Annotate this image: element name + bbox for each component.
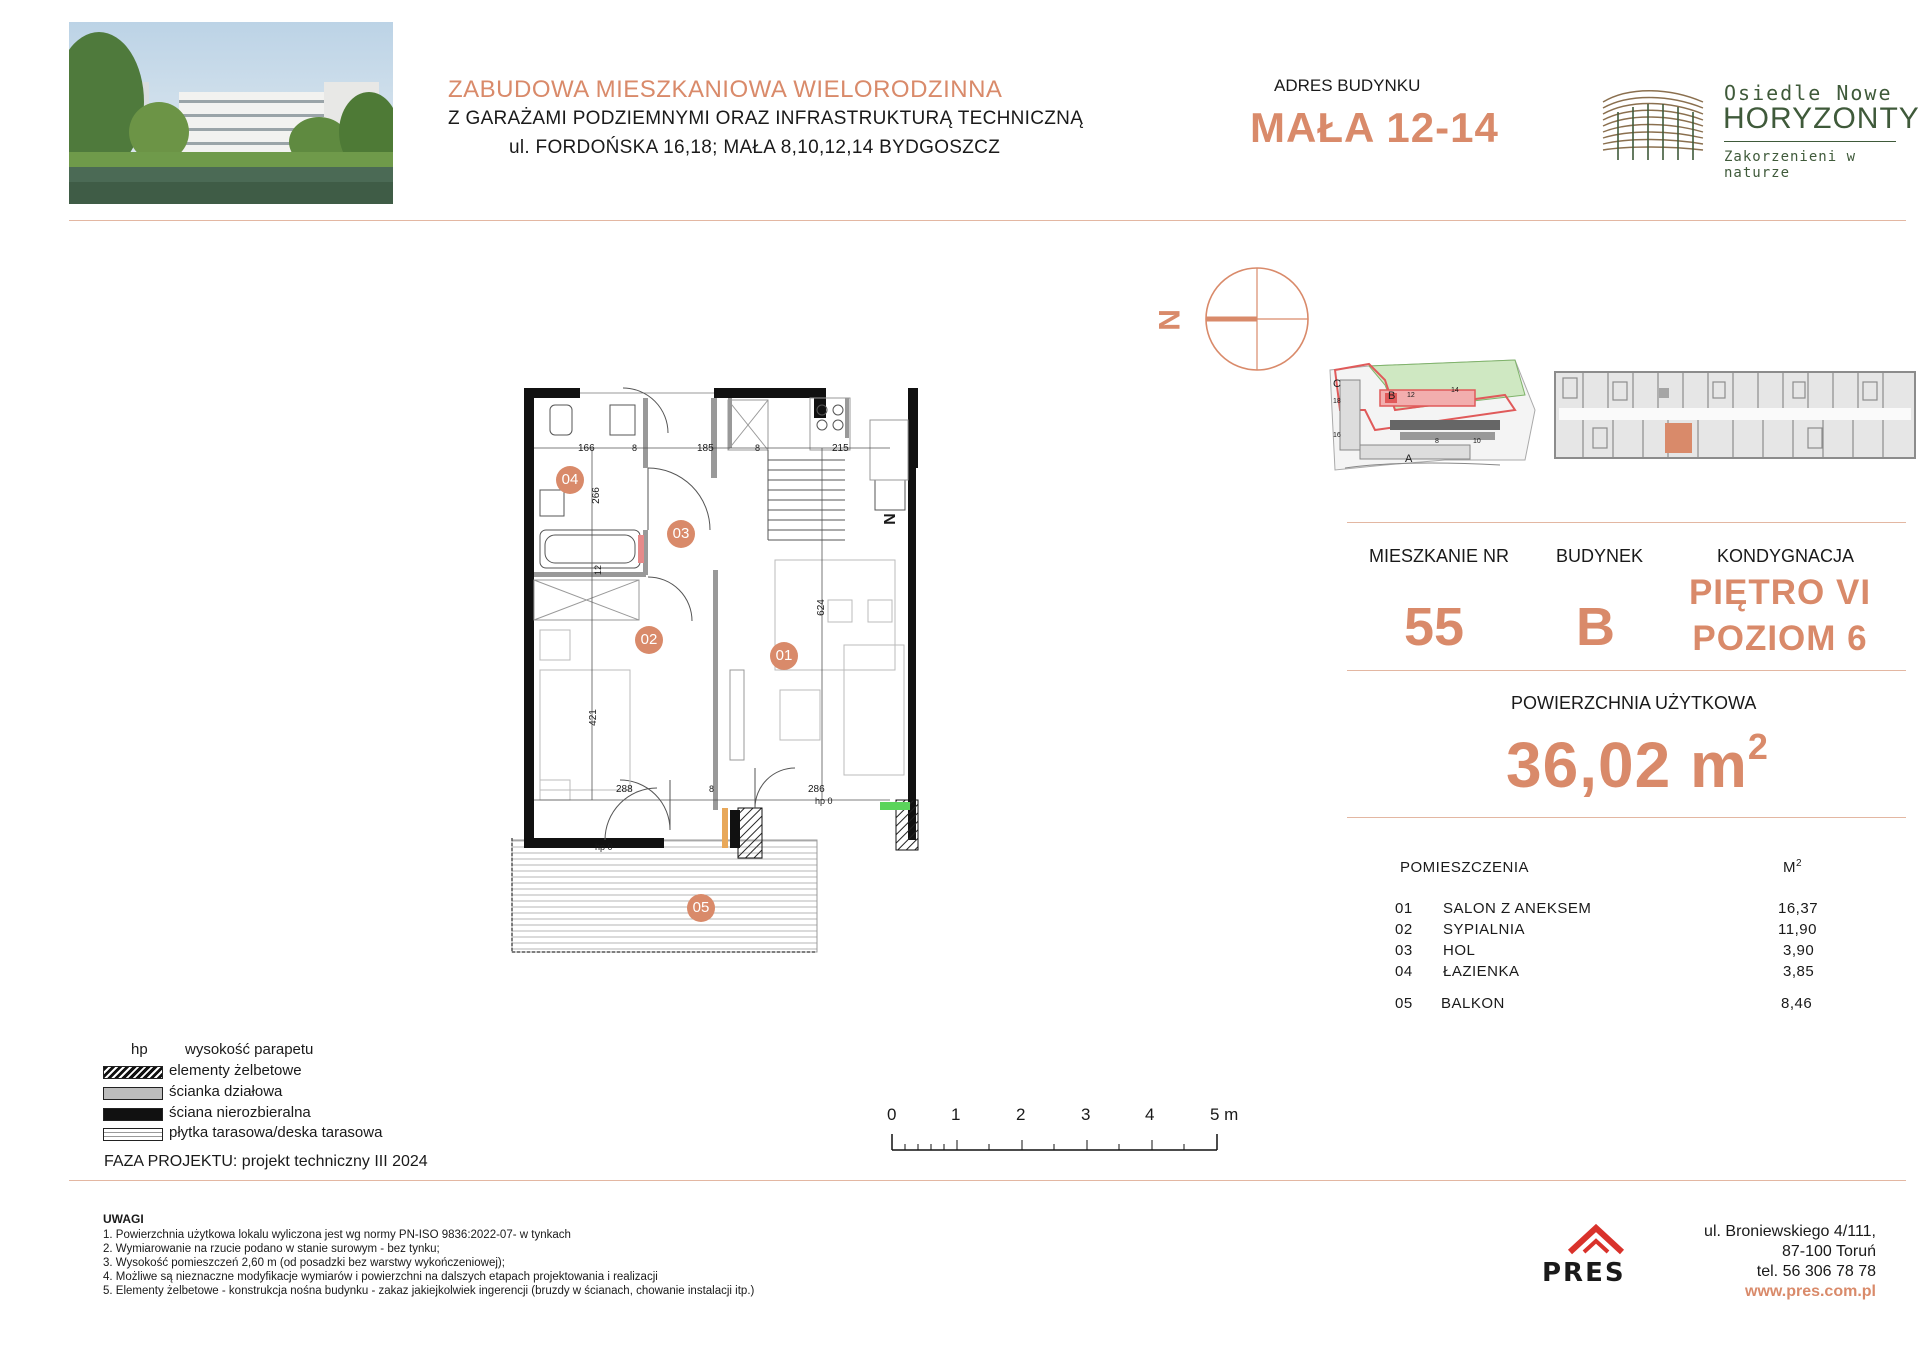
site-label-12: 12: [1407, 392, 1415, 399]
site-label-14: 14: [1451, 387, 1459, 394]
legend-swatch-reinforced: [103, 1066, 163, 1079]
floor-key-plan: [1553, 368, 1918, 464]
project-phase: FAZA PROJEKTU: projekt techniczny III 2024: [104, 1153, 428, 1170]
room-area: 11,90: [1778, 921, 1817, 938]
legend-item: płytka tarasowa/deska tarasowa: [169, 1124, 383, 1141]
area-label: POWIERZCHNIA UŻYTKOWA: [1511, 693, 1757, 713]
scale-bar: [880, 1100, 1240, 1160]
scale-label: 2: [1016, 1105, 1026, 1124]
contact-phone: tel. 56 306 78 78: [1756, 1263, 1876, 1280]
dim-label: 624: [815, 599, 827, 616]
room-area: 3,85: [1783, 963, 1815, 980]
legend-swatch-deck: [103, 1128, 163, 1141]
rooms-list: [1395, 900, 1835, 1020]
dim-label: 266: [590, 487, 602, 504]
building-photo: [69, 22, 393, 204]
room-row: [1395, 900, 1835, 920]
room-row: [1395, 995, 1835, 1015]
sill-height-label: hp 0: [595, 842, 613, 852]
info-divider-top: [1347, 522, 1906, 523]
floor-value: [1680, 570, 1880, 662]
dim-label: 421: [587, 709, 599, 726]
legend-item: ściana nierozbieralna: [169, 1104, 311, 1121]
dim-label: 215: [832, 443, 849, 454]
floor-label: KONDYGNACJA: [1717, 546, 1855, 566]
area-value: [1506, 725, 1769, 802]
site-label-18: 18: [1333, 398, 1341, 405]
project-address: ul. FORDOŃSKA 16,18; MAŁA 8,10,12,14 BYDGOSZCZ: [509, 137, 1001, 158]
plan-north-label: N: [879, 513, 897, 525]
scale-label: 3: [1081, 1105, 1091, 1124]
floor-value-line2: POZIOM 6: [1692, 619, 1868, 658]
dim-label: 8: [709, 784, 715, 794]
site-label-10: 10: [1473, 438, 1481, 445]
floor-plan: [510, 380, 940, 960]
room-name: ŁAZIENKA: [1443, 963, 1520, 980]
legend: [103, 1041, 503, 1181]
room-area: 16,37: [1778, 900, 1819, 917]
header-divider: [69, 220, 1906, 221]
room-area: 3,90: [1783, 942, 1815, 959]
building-address-label: ADRES BUDYNKU: [1274, 76, 1421, 95]
room-marker-01: 01: [770, 642, 798, 670]
room-no: 02: [1395, 921, 1413, 938]
room-name: HOL: [1443, 942, 1476, 959]
project-subtitle: Z GARAŻAMI PODZIEMNYMI ORAZ INFRASTRUKTURĄ TECHNICZNĄ: [448, 108, 1084, 129]
room-no: 04: [1395, 963, 1413, 980]
apartment-number-label: MIESZKANIE NR: [1369, 546, 1510, 566]
dim-label: 8: [755, 443, 761, 453]
horyzonty-logo-mark-icon: [1598, 82, 1708, 164]
area-unit-superscript: 2: [1747, 725, 1769, 767]
footer-divider: [69, 1180, 1906, 1181]
dim-label: 166: [578, 443, 595, 454]
legend-hp-key: hp: [131, 1041, 148, 1058]
legend-swatch-partition: [103, 1087, 163, 1100]
legend-item: elementy żelbetowe: [169, 1062, 302, 1079]
logo-divider: [1724, 141, 1896, 142]
room-marker-03: 03: [667, 520, 695, 548]
apartment-number: 55: [1404, 597, 1465, 657]
room-no: 05: [1395, 995, 1413, 1012]
dim-label: 286: [808, 784, 825, 795]
site-label-b: B: [1388, 390, 1396, 402]
legend-hp-desc: wysokość parapetu: [185, 1041, 314, 1058]
room-no: 01: [1395, 900, 1413, 917]
site-label-8: 8: [1435, 438, 1439, 445]
site-label-16: 16: [1333, 432, 1341, 439]
rooms-unit-text: M: [1783, 859, 1796, 876]
logo-text-line1: Osiedle Nowe: [1724, 81, 1893, 105]
dim-label: 288: [616, 784, 633, 795]
room-no: 03: [1395, 942, 1413, 959]
area-number: 36,02 m: [1506, 729, 1748, 801]
scale-label: 0: [887, 1105, 897, 1124]
compass-north-label: N: [1151, 309, 1185, 331]
site-label-a: A: [1405, 453, 1413, 465]
floor-value-line1: PIĘTRO VI: [1688, 573, 1872, 612]
contact-address1: ul. Broniewskiego 4/111,: [1704, 1223, 1876, 1240]
logo-tagline: Zakorzenieni w naturze: [1724, 149, 1857, 181]
room-row: [1395, 921, 1835, 941]
scale-label: 1: [951, 1105, 961, 1124]
legend-swatch-wall: [103, 1108, 163, 1121]
rooms-header: POMIESZCZENIA: [1400, 859, 1530, 876]
room-marker-02: 02: [635, 626, 663, 654]
scale-label: 5 m: [1210, 1105, 1239, 1124]
site-label-c: C: [1333, 378, 1341, 390]
dim-label: 8: [632, 443, 638, 453]
room-row: [1395, 963, 1835, 983]
note-line: 5. Elementy żelbetowe - konstrukcja nośna budynku - zakaz jakiejkolwiek ingerencji (bruzdy w ścianach, chowanie instalacji itp.): [103, 1285, 755, 1297]
scale-label: 4: [1145, 1105, 1155, 1124]
room-marker-04: 04: [556, 466, 584, 494]
legend-item: ścianka działowa: [169, 1083, 283, 1100]
notes: [103, 1212, 1003, 1298]
rooms-unit: [1783, 858, 1802, 876]
building-label: BUDYNEK: [1556, 546, 1644, 566]
building-value: B: [1576, 597, 1615, 657]
note-line: 4. Możliwe są nieznaczne modyfikacje wymiarów i powierzchni na dalszych etapach projektowania i realizacji: [103, 1271, 658, 1283]
contact-website-link[interactable]: www.pres.com.pl: [1745, 1283, 1876, 1300]
project-title: ZABUDOWA MIESZKANIOWA WIELORODZINNA: [448, 76, 1003, 103]
note-line: 3. Wysokość pomieszczeń 2,60 m (od posadzki bez warstwy wykończeniowej);: [103, 1257, 505, 1269]
sill-height-label: hp 0: [815, 796, 833, 806]
notes-title: UWAGI: [103, 1212, 144, 1226]
note-line: 2. Wymiarowanie na rzucie podano w stanie surowym - bez tynku;: [103, 1243, 440, 1255]
contact-address2: 87-100 Toruń: [1782, 1243, 1876, 1260]
room-name: BALKON: [1441, 995, 1505, 1012]
room-row: [1395, 942, 1835, 962]
pres-name: PRES: [1542, 1258, 1626, 1288]
rooms-unit-superscript: 2: [1796, 858, 1803, 869]
site-plan: [1325, 350, 1547, 475]
dim-label: 185: [697, 443, 714, 454]
contact-info: [1560, 1222, 1876, 1302]
info-divider-bottom: [1347, 817, 1906, 818]
dim-label: 12: [593, 564, 604, 576]
room-name: SYPIALNIA: [1443, 921, 1526, 938]
room-marker-05: 05: [687, 894, 715, 922]
info-divider-mid: [1347, 670, 1906, 671]
note-line: 1. Powierzchnia użytkowa lokalu wyliczona jest wg normy PN-ISO 9836:2022-07- w tynkach: [103, 1229, 571, 1241]
room-area: 8,46: [1781, 995, 1813, 1012]
logo-text-line2: HORYZONTY: [1723, 102, 1920, 135]
building-address-value: MAŁA 12-14: [1250, 104, 1499, 151]
room-name: SALON Z ANEKSEM: [1443, 900, 1592, 917]
